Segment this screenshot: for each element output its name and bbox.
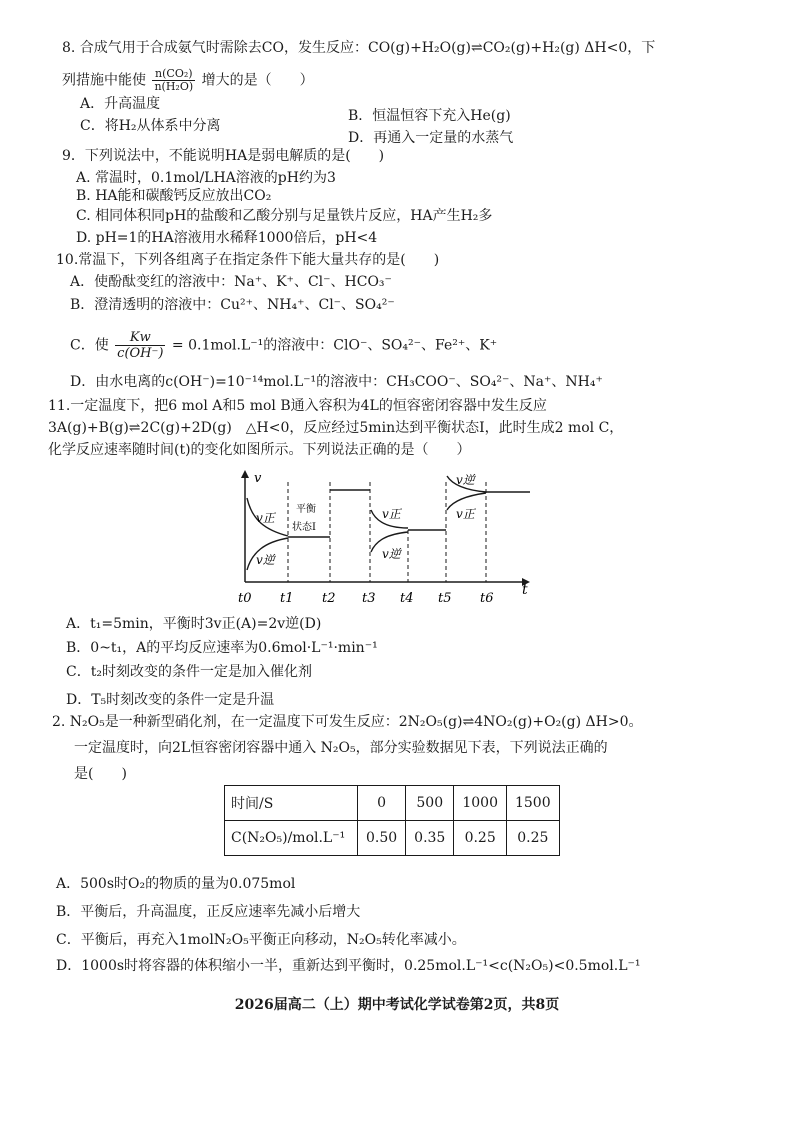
q11-option-b: B．0~t₁，A的平均反应速率为0.6mol·L⁻¹·min⁻¹ — [66, 640, 378, 656]
q10-option-d: D．由水电离的c(OH⁻)=10⁻¹⁴mol.L⁻¹的溶液中：CH₃COO⁻、SO₄²⁻、Na⁺、NH₄⁺ — [70, 374, 603, 390]
q8-fraction-denominator: n(H₂O) — [154, 80, 194, 93]
table-cell: 0.50 — [358, 821, 406, 856]
q8-stem-line2 — [62, 68, 314, 93]
table-cell: 0.25 — [506, 821, 559, 856]
q12-stem-line1: 2. N₂O₅是一种新型硝化剂，在一定温度下可发生反应：2N₂O₅(g)⇌4NO₂(g)+O₂(g) ΔH>0。 — [52, 714, 643, 730]
q8-fraction-numerator: n(CO₂) — [152, 68, 195, 81]
q11-option-a: A．t₁=5min，平衡时3v正(A)=2v逆(D) — [66, 616, 322, 632]
q12-stem-line3: 是( ) — [74, 766, 127, 782]
table-cell: 时间/S — [225, 786, 358, 821]
table-cell: 1000 — [454, 786, 507, 821]
q11-stem-line3: 化学反应速率随时间(t)的变化如图所示。下列说法正确的是（ ） — [48, 442, 471, 458]
q9-option-c: C. 相同体积同pH的盐酸和乙酸分别与足量铁片反应，HA产生H₂多 — [76, 208, 493, 224]
tick-t5: t5 — [438, 591, 452, 606]
v-reverse-label-1: v逆 — [256, 553, 275, 567]
q12-option-b: B．平衡后，升高温度，正反应速率先减小后增大 — [56, 904, 361, 920]
t-axis-label: t — [522, 582, 528, 598]
q10-fraction — [115, 330, 165, 361]
q8-stem-line1: 8. 合成气用于合成氨气时需除去CO，发生反应：CO(g)+H₂O(g)⇌CO₂(g)+H₂(g) ΔH<0，下 — [62, 40, 656, 56]
q8-fraction — [152, 68, 195, 93]
n2o5-data-table — [224, 785, 560, 856]
equilibrium-label-line2: 状态Ⅰ — [292, 522, 316, 533]
q12-stem-line2: 一定温度时，向2L恒容密闭容器中通入 N₂O₅，部分实验数据见下表，下列说法正确的 — [74, 740, 608, 756]
v-axis-arrow — [241, 470, 249, 478]
q9-option-a: A. 常温时，0.1mol/LHA溶液的pH约为3 — [76, 170, 336, 186]
table-row — [225, 786, 560, 821]
q12-option-c: C．平衡后，再充入1molN₂O₅平衡正向移动，N₂O₅转化率减小。 — [56, 932, 466, 948]
table-cell: 500 — [406, 786, 454, 821]
equilibrium-label-line1: 平衡 — [296, 504, 316, 515]
q10-option-c-pre: C．使 — [70, 337, 109, 354]
q11-stem-line1: 11.一定温度下，把6 mol A和5 mol B通入容积为4L的恒容密闭容器中发生反应 — [48, 398, 547, 414]
q9-option-d: D. pH=1的HA溶液用水稀释1000倍后，pH<4 — [76, 230, 378, 246]
q8-option-c: C．将H₂从体系中分离 — [80, 118, 221, 134]
tick-t1: t1 — [280, 591, 294, 606]
tick-t4: t4 — [400, 591, 414, 606]
q10-fraction-numerator: Kw — [115, 330, 165, 346]
table-cell: 0.25 — [454, 821, 507, 856]
q11-option-c: C．t₂时刻改变的条件一定是加入催化剂 — [66, 664, 312, 680]
tick-t2: t2 — [322, 591, 336, 606]
q10-fraction-denominator: c(OH⁻) — [117, 346, 164, 361]
v-reverse-label-5: v逆 — [456, 473, 475, 487]
q11-stem-line2: 3A(g)+B(g)⇌2C(g)+2D(g) △H<0，反应经过5min达到平衡状态I，此时生成2 mol C， — [48, 420, 624, 436]
table-cell: 1500 — [506, 786, 559, 821]
tick-t6: t6 — [480, 591, 494, 606]
q8-option-b: B．恒温恒容下充入He(g) — [348, 108, 511, 124]
table-row — [225, 821, 560, 856]
rate-time-graph — [230, 470, 540, 610]
q8-stem-pre: 列措施中能使 — [62, 72, 146, 89]
tick-t0: t0 — [238, 591, 252, 606]
q12-option-a: A．500s时O₂的物质的量为0.075mol — [56, 876, 296, 892]
q9-stem: 9．下列说法中，不能说明HA是弱电解质的是( ) — [62, 148, 385, 164]
q8-stem-post: 增大的是（ ） — [201, 72, 314, 89]
q10-option-a: A．使酚酞变红的溶液中：Na⁺、K⁺、Cl⁻、HCO₃⁻ — [70, 274, 392, 290]
q8-option-d: D．再通入一定量的水蒸气 — [348, 130, 514, 146]
q10-option-c — [70, 330, 497, 361]
table-cell: 0 — [358, 786, 406, 821]
v-forward-label-1: v正 — [256, 511, 275, 525]
v-axis-label: v — [254, 471, 262, 486]
q8-option-a: A．升高温度 — [80, 96, 161, 112]
v-forward-label-3: v正 — [382, 507, 401, 521]
q10-option-b: B．澄清透明的溶液中：Cu²⁺、NH₄⁺、Cl⁻、SO₄²⁻ — [70, 297, 395, 313]
tick-t3: t3 — [362, 591, 376, 606]
table-cell: C(N₂O₅)/mol.L⁻¹ — [225, 821, 358, 856]
table-cell: 0.35 — [406, 821, 454, 856]
v-reverse-label-3: v逆 — [382, 547, 401, 561]
q10-stem: 10.常温下，下列各组离子在指定条件下能大量共存的是( ) — [56, 252, 440, 268]
v-forward-label-5: v正 — [456, 507, 475, 521]
q12-option-d: D．1000s时将容器的体积缩小一半，重新达到平衡时，0.25mol.L⁻¹<c(N₂O₅)<0.5mol.L⁻¹ — [56, 958, 641, 974]
page-footer: 2026届高二（上）期中考试化学试卷第2页，共8页 — [234, 997, 560, 1013]
q11-option-d: D．T₅时刻改变的条件一定是升温 — [66, 692, 275, 708]
q9-option-b: B. HA能和碳酸钙反应放出CO₂ — [76, 188, 272, 204]
q10-option-c-post: = 0.1mol.L⁻¹的溶液中：ClO⁻、SO₄²⁻、Fe²⁺、K⁺ — [171, 337, 498, 354]
